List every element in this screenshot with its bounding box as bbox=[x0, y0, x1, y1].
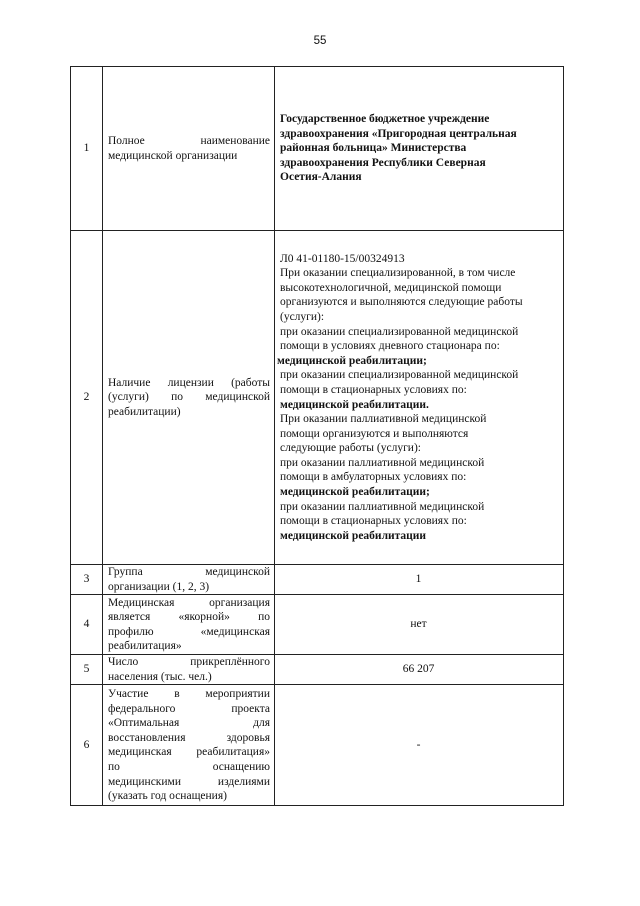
table-row-4 bbox=[71, 595, 564, 655]
row-number: 6 bbox=[71, 685, 103, 806]
row-label: Участие в мероприятии федерального проекта «Оптимальная для восстановления здоровья медицинская реабилитация» по оснащению медицинскими изделиями (указать год оснащения) bbox=[103, 685, 275, 806]
row-number: 4 bbox=[71, 595, 103, 655]
page-number: 55 bbox=[313, 35, 327, 47]
row-number: 1 bbox=[71, 67, 103, 231]
row-label: Медицинская организация является «якорной» по профилю «медицинская реабилитация» bbox=[103, 595, 275, 655]
federal-project-participation-value: - bbox=[275, 685, 564, 806]
table-row-3 bbox=[71, 565, 564, 595]
table-row-1 bbox=[71, 67, 564, 231]
medical-organization-table bbox=[70, 66, 564, 806]
row-label: Полное наименование медицинской организации bbox=[103, 67, 275, 231]
organization-full-name: Государственное бюджетное учреждение здравоохранения «Пригородная центральная районная больница» Министерства здравоохранения Республики Северная Осетия-Алания bbox=[275, 67, 564, 231]
row-number: 2 bbox=[71, 231, 103, 565]
table-row-6 bbox=[71, 685, 564, 806]
row-number: 5 bbox=[71, 655, 103, 685]
row-label: Число прикреплённого населения (тыс. чел.) bbox=[103, 655, 275, 685]
attached-population-value: 66 207 bbox=[275, 655, 564, 685]
table-row-2 bbox=[71, 231, 564, 565]
anchor-status-value: нет bbox=[275, 595, 564, 655]
row-label: Наличие лицензии (работы (услуги) по медицинской реабилитации) bbox=[103, 231, 275, 565]
organization-group-value: 1 bbox=[275, 565, 564, 595]
table-row-5 bbox=[71, 655, 564, 685]
license-number: Л0 41-01180-15/00324913 bbox=[280, 252, 405, 265]
row-label: Группа медицинской организации (1, 2, 3) bbox=[103, 565, 275, 595]
row-number: 3 bbox=[71, 565, 103, 595]
license-details: Л0 41-01180-15/00324913 При оказании специализированной, в том числе высокотехнологичной, медицинской помощи организуются и выполняются следующие работы (услуги): при оказании специализированной медицинской помощи в условиях дневного стационара по: медицинской реабилитации; при оказании специализированной медицинской помощи в стационарных условиях по: медицинской реабилитации. При оказании паллиативной медицинской помощи организуются и выполняются следующие работы (услуги): при оказании паллиативной медицинской помощи в амбулаторных условиях по: медицинской реабилитации; при оказании паллиативной медицинской помощи в стационарных условиях по: медицинской реабилитации bbox=[275, 231, 564, 565]
